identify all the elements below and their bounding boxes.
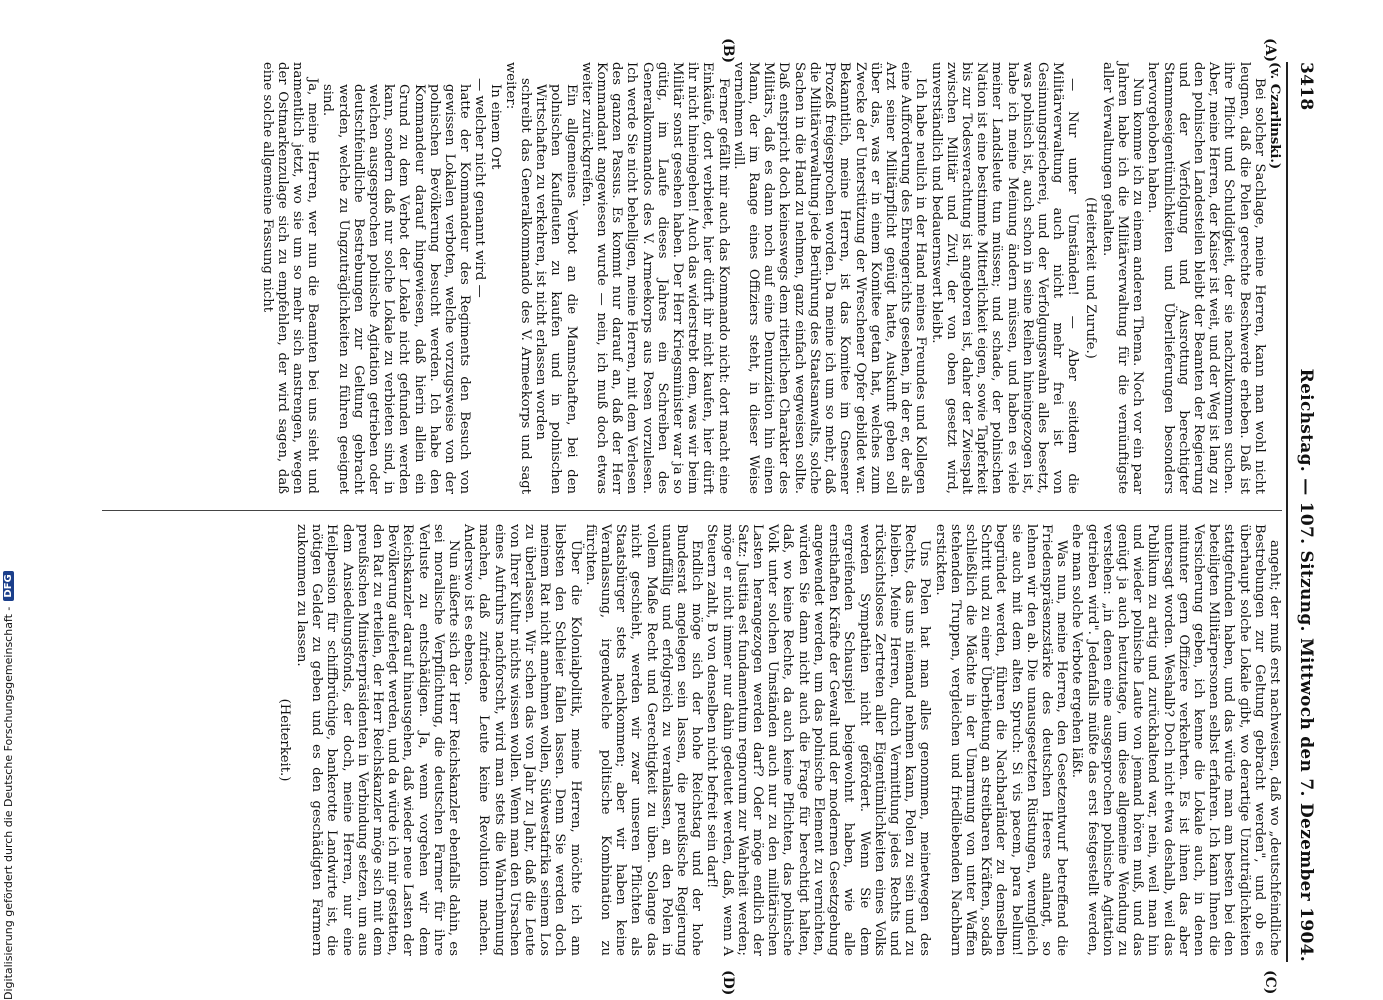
paragraph: Ja, meine Herren, wer nun die Beamten bei uns sieht und namentlich jetzt, wo sie um so mehr sich anstrengen, wegen der Ostmarkenzulage sich zu empfehlen, der wird sagen, daß eine solche allgemeine Fassung nicht [259,62,321,494]
paragraph: angeht; der muß erst nachweisen, daß wo „deutschfeindliche Bestrebungen zur Geltung gebracht werden", und ob es überhaupt solche Lokale gibt, wo derartige Unzuträglichkeiten stattgefunden haben, und das würde man am besten bei den beteiligten Militärpersonen selbst erfahren. Ich kann Ihnen die Versicherung geben, ich kenne die Lokale auch, in denen mitunter gern Offiziere verkehrten. Es ist ihnen das aber untersagt worden. Weshalb? Doch nicht etwa deshalb, weil das Publikum zu artig und zurückhaltend war, nein, weil man hin und wieder polnische Laute von jemand hören muß, und das genügt ja auch heutzutage, um diese allgemeine Wendung zu verstehen: „in denen eine ausgesprochen polnische Agitation getrieben wird". Jedenfalls müßte das erst festgestellt werden, ehe man solche Verbote ergehen läßt. [1069,524,1282,956]
quotation: hatte der Kommandeur des Regiments den Besuch von gewissen Lokalen verboten, welche vorzugsweise von der polnischen Bevölkerung besucht werden. Ich habe den Kommandeur darauf hingewiesen, daß hierin allein ein Grund zu dem Verbot der Lokale nicht gefunden werden kann, sondern daß nur solche Lokale zu verbieten sind, in welchen ausgesprochen polnische Agitation getrieben oder deutschfeindliche Bestrebungen zur Geltung gebracht werden, welche zu Ungzuträglichkeiten zu führen geeignet sind. [320,84,473,494]
header-rule [1286,62,1288,962]
paragraph: — Nur unter Umständen! — Aber seitdem die Militärverwaltung auch nicht mehr frei ist von Gesinnungsriecherei, und der Verfolgungswahn alles besetzt, was polnisch ist, auch schon in seine Reihen hineingezogen ist, habe ich meine Meinung ändern müssen, und haben es viele meiner Landsleute tun müssen; und schade, der polnischen Nation ist eine bestimmte Mitterlichkeit eigen, sowie Tapferkeit bis zur Todesverachtung ist angeboren ist, daher der Zwiespalt zwischen Militär und Zivil, der von oben gesetzt wird, unverständlich und bedauernswert bleibt. [928,62,1081,494]
right-column [275,524,1282,956]
page-title: Reichstag. — 107. Sitzung. Mittwoch den 7. Dezember 1904. [1296,368,1316,962]
digitization-credit [0,0,16,1000]
paragraph: schreibt das Generalkommando des V. Armeekorps und sagt weiter: [502,62,534,494]
document-page [76,38,1316,996]
dfg-logo: DFG [3,571,14,600]
quotation: In einem Ort [487,84,503,170]
margin-marker-a: (A) [1262,38,1278,63]
page-header [1290,62,1316,962]
paragraph: — welcher nicht genannt wird — [472,78,488,298]
margin-marker-c: (C) [1262,970,1278,995]
paragraph: Uns Polen hat man alles genommen, meinetwegen des Rechts, das uns niemand nehmen kann, Polen zu sein und zu bleiben. Meine Herren, durch Vermittlung jedes Rechts und rücksichtsloses Zertreten aller Eigentümlichkeiten eines Volks werden Sympathien nicht gefördert. Wenn Sie dem ergreifenden Schauspiel beigewohnt haben, wie alle ernsthaften Kräfte der Gewalt und der modernen Gesetzgebung angewendet werden, um das polnische Element zu vernichten, würden Sie dann nicht auch die Frage für berechtigt halten, daß, wo keine Rechte, da auch keine Pflichten, das polnische Volk unter solchen Umständen auch nur zu den militärischen Lasten herangezogen werden darf? Oder möge endlich der Satz: Justitia est fundamentum regnorum zur Wahrheit werden; möge er nicht immer nur dahin gedeutet werden, daß, wenn A Steuern zahlt, B von denselben nicht befreit sein darf! [704,524,933,956]
paragraph: Nun komme ich zu einem anderen Thema. Noch vor ein paar Jahren habe ich die Militärverwaltung für die vernünftigste aller Verwaltungen gehalten. [1099,62,1146,494]
margin-marker-d: (D) [720,970,736,996]
quotation: Ein allgemeines Verbot an die Mannschaften, bei den polnischen Kaufleuten zu kaufen und in polnischen Wirtschaften zu verkehren, ist nicht erlassen worden [533,84,579,494]
margin-marker-b: (B) [720,38,736,64]
paragraph: Was nun, meine Herren, den Gesetzentwurf betreffend die Friedenspräsenzstärke des deutschen Heeres anlangt, so lehnen wir den ab. Die unausgesetzten Rüstungen, wenngleich sie auch mit dem alten Spruch: Si vis pacem, para bellum! begründet werden, führen die Nachbarländer zu demselben Schritt und zu einer Überbietung an streitbaren Kräften, sodaß schließlich die Mächte in der Umarmung von unter Waffen stehenden Truppen, vergleichen und friedliebenden Nachbarn erstickten. [932,524,1070,956]
paragraph: Nun äußerte sich der Herr Reichskanzler ebenfalls dahin, es sei moralische Verpflichtung, die deutschen Farmer für ihre Verluste zu entschädigen. Ja, wenn vorgehen wir dem Reichskanzler darauf hinausgehen, daß wieder neue Lasten der Bevölkerung auferlegt werden, und da würde ich mir gestatten, den Rat zu erteilen, der Herr Reichskanzler möge sich mit dem preußischen Ministerpräsidenten in Verbindung setzen, um aus dem Ansiedelungsfonds, der doch, meine Herren, nur eine Heilpension für schiffbrüchige, bankerotte Landwirte ist, die nötigen Gelder zu geben und es den geschädigten Farmern zukommen zu lassen. [294,524,462,956]
paragraph: Ferner gefällt mir auch das Kommando nicht: dort macht eine Einkäufe, dort verbietet, hier dürft ihr nicht kaufen, hier dürft ihr nicht hineingehen! Auch das widerstrebt dem, was wir beim Militär sonst gesehen haben. Der Herr Kriegsminister war ja so gütig, im Laufe dieses Jahres ein Schreiben des Generalkommandos des V. Armeekorps aus Posen vorzulesen. Ich werde Sie nicht behelligen, meine Herren, mit dem Verlesen des ganzen Passus. Es kommt nur darauf an, daß der Herr Kommandant angewiesen wurde — nein, ich muß doch etwas weiter zurückgreifen. [578,62,731,494]
paragraph: Über die Kolonialpolitik, meine Herren, möchte ich am liebsten den Schleier fallen lassen. Denn Sie werden doch meinem Rat nicht annehmen wollen, Südwestafrika seinem Los zu überlassen. Wir schen das von Jahr zu Jahr, daß die Leute von Ihrer Kultur nichts wissen wollen. Wenn man den Ursachen eines Aufruhrs nachforscht, wird man stets die Wahrnehmung machen, daß zufriedene Leute keine Revolution machen. Anderswo ist es ebenso. [461,524,583,956]
paragraph: Endlich möge sich der hohe Reichstag und der hohe Bundesrat angelegen sein lassen, die preußische Regierung unauffällig und erfolgreich zu veranlassen, an den Polen in vollem Maße Recht und Gerechtigkeit zu üben. Solange das nicht geschieht, werden wir zwar unseren Pflichten als Staatsbürger stets nachkommen; aber wir haben keine Veranlassung, irgendwelche politische Kombination zu fürchten. [582,524,705,956]
page-number: 3418 [1296,62,1316,111]
interjection: (Heiterkeit und Zurufe.) [1082,197,1098,359]
speaker-label: (v. Czarlinski.) [1267,62,1282,170]
left-column [259,62,1282,494]
paragraph: Ich habe neulich in der Hand meines Freundes und Kollegen eine Aufforderung des Ehrengerichts gesehen, in der er, der als Arzt seiner Militärpflicht genügt hatte, Auskunft geben soll über das, was er in einem Komitee getan hat, welches zum Zwecke der Unterstützung der Wreschener Opfer gebildet war. Bekanntlich, meine Herren, ist das Komitee im Gnesener Prozeß freigesprochen worden. Da meine ich um so mehr, daß die Militärverwaltung jede Berührung des Staatsanwalts, solche Sachen in die Hand zu nehmen, ganz einfach wegweisen sollte. Daß entspricht doch keineswegs dem ritterlichen Charakter des Militärs, daß es dann noch auf eine Denunziation hin einen Mann, der im Range eines Offiziers steht, in dieser Weise vernehmen will. [730,62,929,494]
interjection: (Heiterkeit.) [276,698,292,782]
paragraph: Bei solcher Sachlage, meine Herren, kann man wohl nicht leugnen, daß die Polen gerechte Beschwerde erheben. Daß ist ihre Pflicht und Schuldigkeit, der sie nachzukommen suchen. Aber, meine Herren, der Kaiser ist weit, und der Weg ist lang zu den polnischen Landesteilen bleibt der Beamten der Regierung und der Verfolgung und Ausrottung berechtigter Stammeseigentümlichkeiten und Überlieferungen besonders hervorgehoben haben. [1145,62,1267,494]
column-divider [102,510,1282,511]
credit-text: Digitalisierung gefördert durch die Deutsche Forschungsgemeinschaft - [1,606,15,1000]
